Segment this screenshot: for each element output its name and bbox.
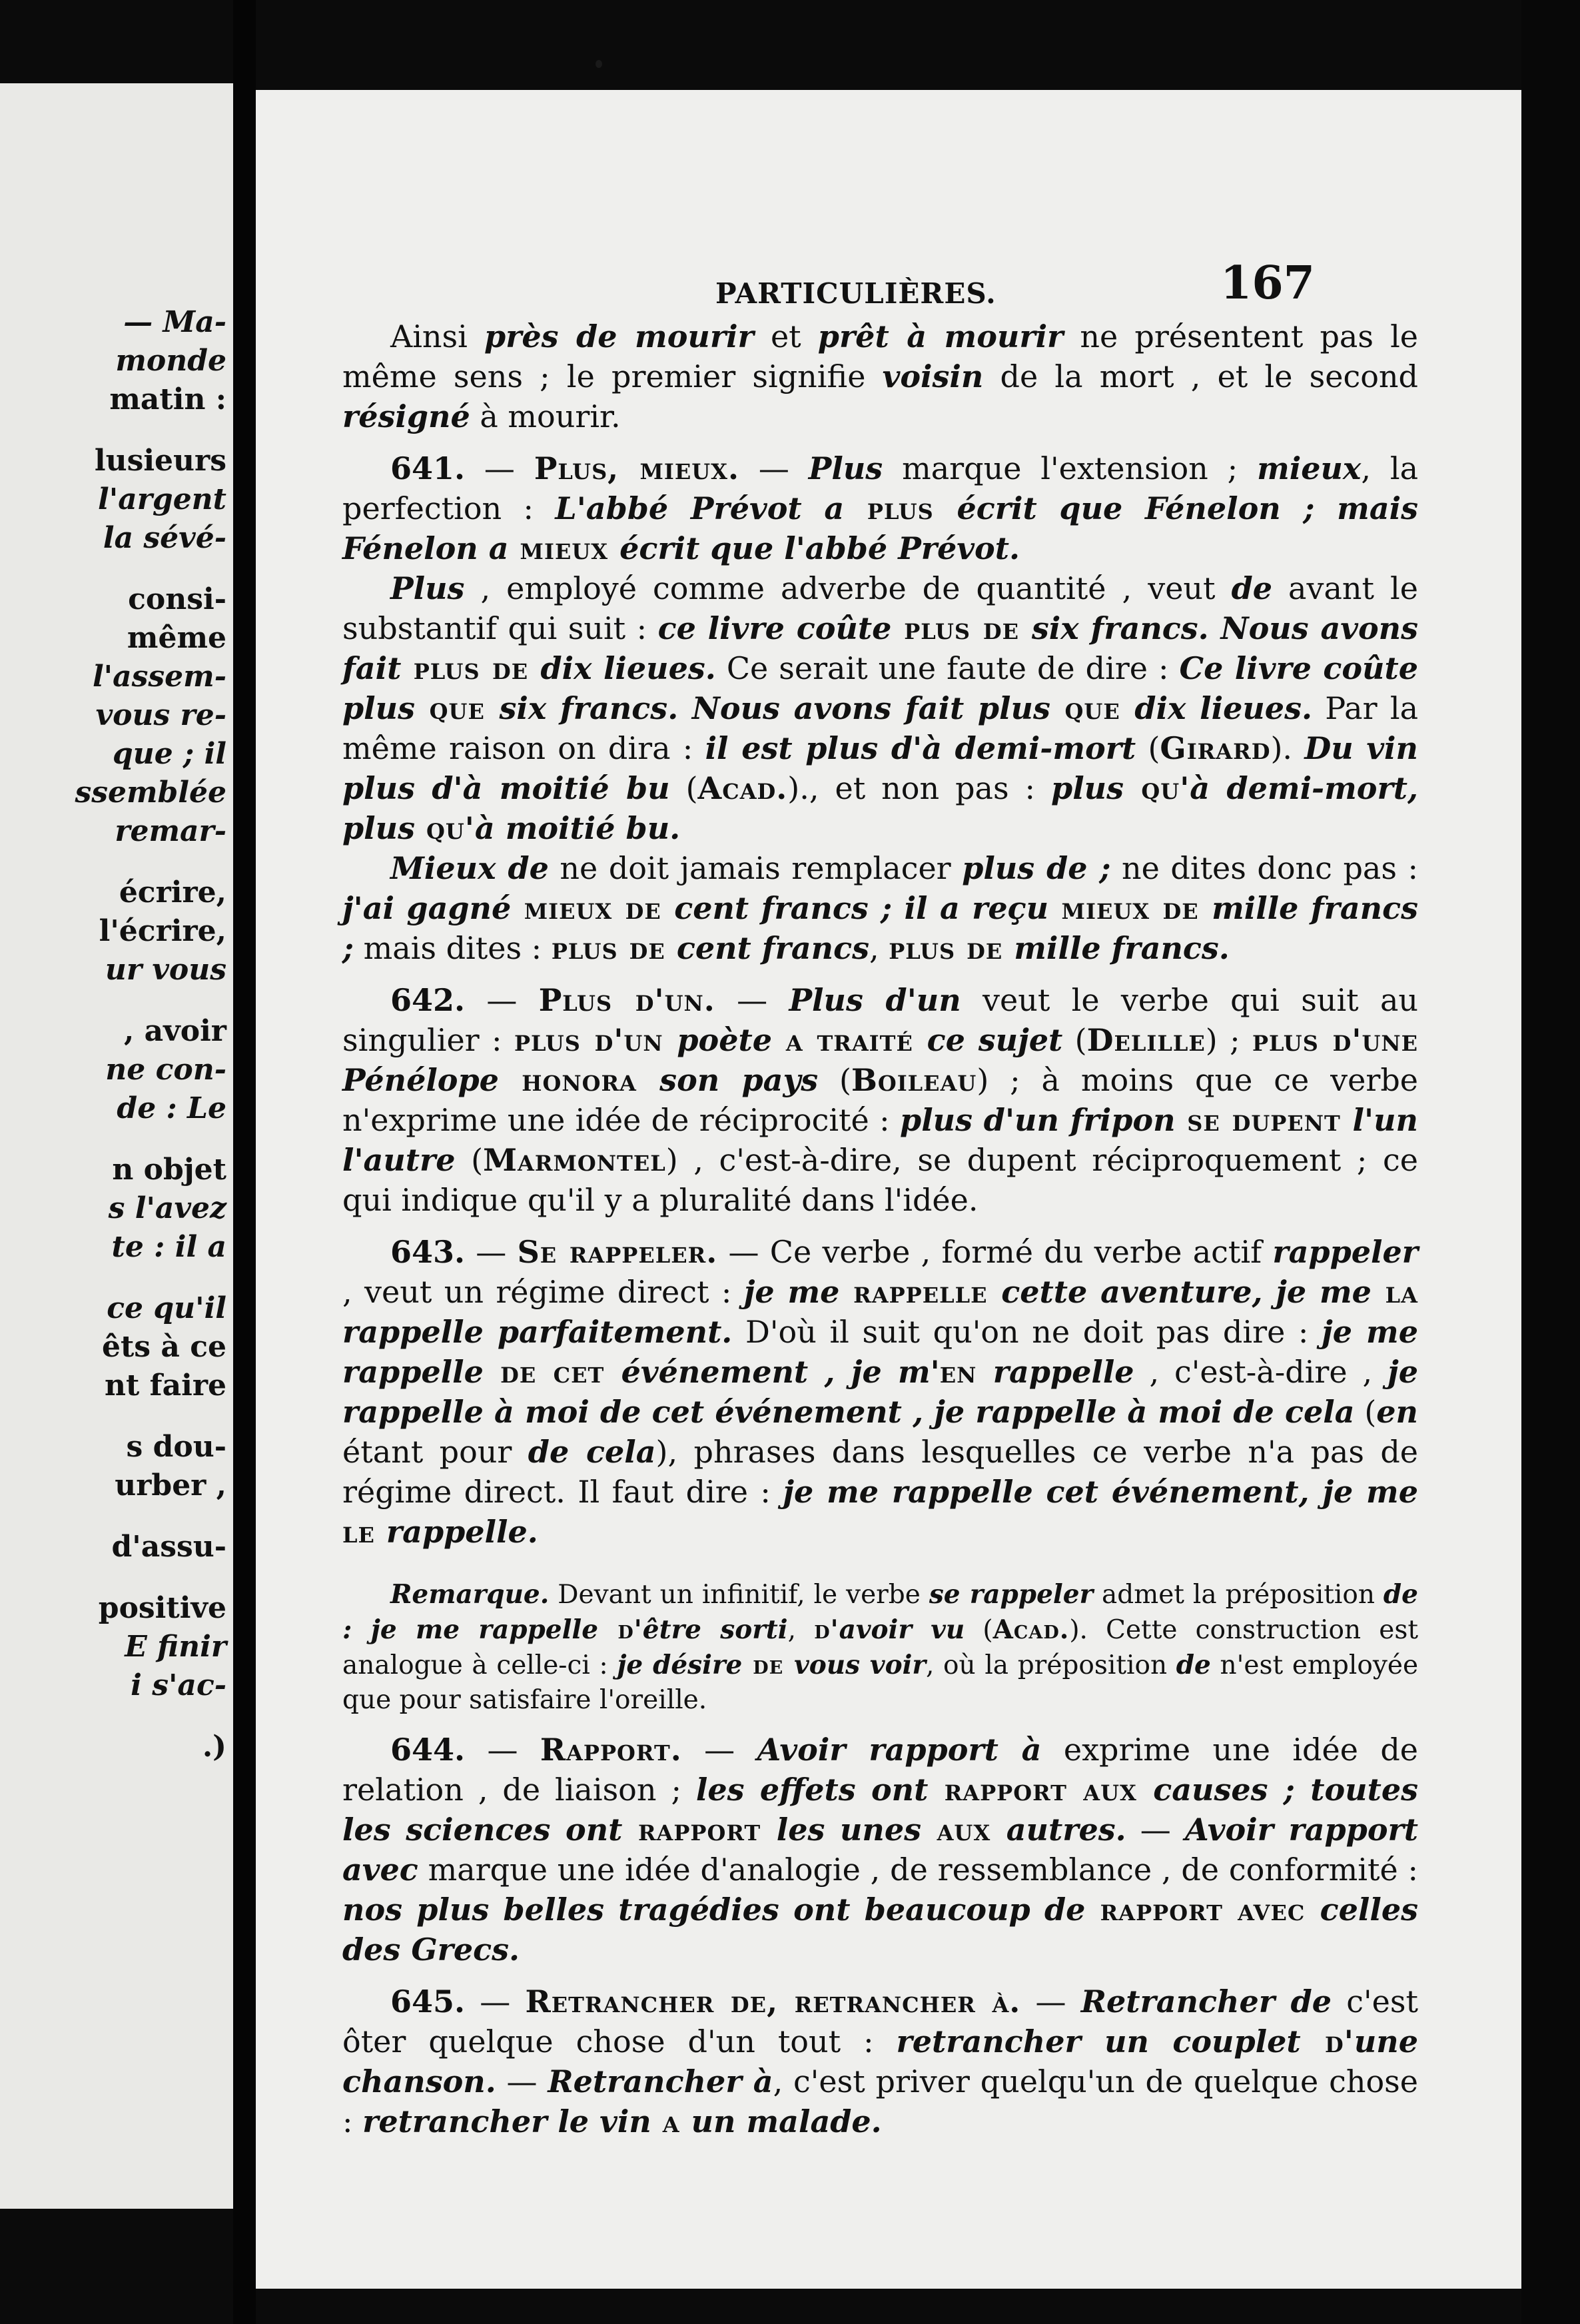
text: ).: [1270, 730, 1305, 766]
left-page-fragment: remar-: [115, 814, 226, 848]
italic-text: de cela: [528, 1434, 656, 1470]
citation-author: Acad.: [697, 770, 788, 806]
text: — Ce verbe , formé du verbe actif: [717, 1234, 1273, 1270]
left-page-fragment: n objet: [112, 1153, 226, 1187]
italic-text: ce livre coûte: [657, 610, 892, 646]
italic-text: rappelle parfaitement.: [342, 1314, 733, 1350]
italic-text: Ce livre coûte plus: [342, 650, 1418, 726]
text: (: [1136, 730, 1160, 766]
dust-speck: [595, 60, 602, 68]
italic-text: écrit que Fénelon ; mais Fénelon a: [342, 490, 1418, 566]
scan-border: [1521, 0, 1580, 2324]
text: ), phrases dans lesquelles ce verbe n'a pas de régime direct. Il faut dire :: [342, 1434, 1418, 1510]
page-text: [342, 316, 1418, 2141]
paragraph-641-plus: [342, 568, 1418, 848]
italic-text: se rappeler: [929, 1579, 1094, 1610]
italic-text: rappelle: [977, 1354, 1134, 1390]
small-caps-text: rapport avec: [1085, 1892, 1320, 1928]
text: )., et non pas :: [787, 770, 1052, 806]
left-page-fragment: que ; il: [112, 737, 226, 771]
small-caps-text: plus de: [891, 610, 1032, 646]
small-caps-text: que: [1050, 690, 1135, 726]
text: —: [681, 1732, 757, 1768]
small-caps-text: plus: [844, 490, 957, 526]
text: , veut un régime direct :: [342, 1274, 744, 1310]
text: , employé comme adverbe de quantité , veut: [464, 570, 1232, 606]
italic-text: vous voir: [794, 1650, 926, 1680]
italic-text: six francs. Nous avons fait: [342, 610, 1419, 686]
book-gutter: [233, 0, 256, 2324]
italic-text: Plus: [808, 450, 883, 486]
left-page-fragment: la sévé-: [103, 521, 226, 555]
section-645: [342, 1982, 1418, 2141]
citation-author: Girard: [1160, 730, 1271, 766]
text: Devant un infinitif, le verbe: [549, 1580, 929, 1610]
italic-text: celles des Grecs.: [342, 1892, 1418, 1968]
section-number: 643.: [390, 1234, 466, 1270]
small-caps-text: qu': [1124, 770, 1190, 806]
italic-text: L'abbé Prévot a: [555, 490, 845, 526]
italic-text: de: [1231, 570, 1273, 606]
italic-text: plus d'un fripon: [900, 1102, 1176, 1138]
left-page-fragment: .): [202, 1730, 226, 1764]
italic-text: dix lieues.: [540, 650, 716, 686]
text: —: [465, 982, 539, 1018]
italic-text: causes ; toutes les sciences ont: [342, 1772, 1418, 1848]
small-caps-text: plus de: [889, 930, 1014, 966]
italic-text: Retrancher à: [548, 2063, 773, 2099]
text: Ce serait une faute de dire :: [715, 650, 1180, 686]
left-page-fragment: même: [127, 621, 226, 655]
left-page-fragment: ssemblée: [75, 776, 226, 810]
italic-text: je désire: [617, 1650, 743, 1680]
italic-text: résigné: [342, 398, 470, 434]
left-page-fragment: ne con-: [105, 1053, 226, 1087]
left-page-fragment: d'assu-: [111, 1530, 226, 1564]
small-caps-text: la: [1371, 1274, 1419, 1310]
remark-label: Remarque.: [390, 1579, 550, 1610]
text: étant pour: [342, 1434, 528, 1470]
section-644: [342, 1730, 1418, 1970]
left-page-fragment: urber ,: [115, 1468, 226, 1502]
italic-text: l'un l'autre: [342, 1102, 1418, 1178]
section-number: 645.: [390, 1984, 466, 2020]
page-number: 167: [1220, 257, 1315, 310]
left-page-fragment: l'assem-: [92, 660, 226, 694]
text: —: [465, 1234, 518, 1270]
section-heading: Se rappeler.: [517, 1234, 718, 1270]
italic-text: cent francs: [676, 930, 869, 966]
italic-text: plus de ;: [962, 850, 1111, 886]
section-heading: Plus d'un.: [538, 982, 715, 1018]
italic-text: de : je me rappelle: [342, 1579, 1418, 1645]
citation-author: Boileau: [851, 1062, 977, 1098]
italic-text: rappelle.: [386, 1514, 538, 1550]
italic-text: cette aventure, je me: [1001, 1274, 1372, 1310]
italic-text: en: [1376, 1394, 1418, 1430]
text: c'est ôter quelque chose d'un tout :: [342, 1984, 1418, 2059]
small-caps-text: se dupent: [1175, 1102, 1353, 1138]
left-page-fragment: nt faire: [105, 1369, 226, 1403]
italic-text: une chanson.: [342, 2024, 1418, 2099]
italic-text: être sorti: [642, 1614, 788, 1645]
italic-text: mille francs ;: [342, 890, 1419, 966]
text: mais dites :: [353, 930, 552, 966]
small-caps-text: que: [414, 690, 500, 726]
left-page-fragment: êts à ce: [101, 1330, 226, 1364]
section-number: 641.: [390, 450, 466, 486]
small-caps-text: d': [598, 1614, 643, 1645]
text: et: [753, 318, 818, 354]
text: (: [1354, 1394, 1377, 1430]
text: ) , c'est-à-dire, se dupent réciproquement ; ce qui indique qu'il y a pluralité dans l'idée.: [342, 1142, 1418, 1218]
text: , la perfection :: [342, 450, 1419, 526]
italic-text: voisin: [882, 358, 984, 394]
text: exprime une idée de relation , de liaison ;: [342, 1732, 1418, 1808]
italic-text: dix lieues.: [1134, 690, 1312, 726]
italic-text: retrancher un couplet: [896, 2024, 1301, 2059]
section-643: [342, 1232, 1418, 1552]
left-page: [0, 83, 233, 2209]
small-caps-text: mieux de: [511, 890, 675, 926]
italic-text: j'ai gagné: [342, 890, 512, 926]
italic-text: les effets ont: [695, 1772, 929, 1808]
small-caps-text: de: [742, 1650, 795, 1680]
small-caps-text: plus d'une: [1252, 1022, 1418, 1058]
citation-author: Acad.: [992, 1614, 1070, 1645]
italic-text: Mieux de: [390, 850, 549, 886]
left-page-fragment: , avoir: [124, 1014, 226, 1048]
right-page: [256, 90, 1521, 2289]
italic-text: je me rappelle: [342, 1314, 1418, 1390]
text: n'est employée que pour satisfaire l'oreille.: [342, 1650, 1419, 1715]
italic-text: près de mourir: [484, 318, 754, 354]
section-number: 644.: [390, 1732, 466, 1768]
text: (: [965, 1615, 993, 1645]
small-caps-text: rapport aux: [928, 1772, 1154, 1808]
italic-text: Pénélope: [342, 1062, 499, 1098]
small-caps-text: plus de: [551, 930, 677, 966]
text: —: [715, 982, 789, 1018]
running-head: [256, 257, 1315, 310]
left-page-fragment: monde: [115, 344, 226, 378]
small-caps-text: plus d'un: [514, 1022, 677, 1058]
italic-text: à moitié bu.: [474, 810, 681, 846]
italic-text: nos plus belles tragédies ont beaucoup de: [342, 1892, 1086, 1928]
small-caps-text: rapport: [622, 1812, 777, 1848]
remark-note: [342, 1577, 1418, 1718]
text: D'où il suit qu'on ne doit pas dire :: [732, 1314, 1322, 1350]
left-page-fragment: de : Le: [117, 1091, 226, 1125]
text: Ainsi: [390, 318, 485, 354]
italic-text: événement , je m': [621, 1354, 940, 1390]
small-caps-text: de cet: [483, 1354, 621, 1390]
left-page-fragment: l'argent: [98, 482, 226, 516]
italic-text: Plus d'un: [789, 982, 961, 1018]
small-caps-text: plus de: [401, 650, 541, 686]
text: ne présentent pas le même sens ; le premier signifie: [342, 318, 1419, 394]
italic-text: son pays: [659, 1062, 819, 1098]
italic-text: plus: [1051, 770, 1124, 806]
italic-text: Avoir rapport à: [757, 1732, 1042, 1768]
italic-text: Du vin plus d'à moitié bu: [342, 730, 1418, 806]
left-page-fragment: i s'ac-: [131, 1668, 226, 1702]
text: avant le substantif qui suit :: [342, 570, 1418, 646]
italic-text: six francs. Nous avons fait plus: [499, 690, 1050, 726]
italic-text: Plus: [390, 570, 465, 606]
italic-text: écrit que l'abbé Prévot.: [619, 530, 1020, 566]
text: Par la même raison on dira :: [342, 690, 1419, 766]
left-page-fragment: ce qu'il: [107, 1291, 226, 1325]
text: , où la préposition: [925, 1650, 1176, 1680]
text: —: [1126, 1812, 1185, 1848]
text: admet la préposition: [1093, 1580, 1383, 1610]
small-caps-text: en: [939, 1354, 977, 1390]
paragraph-intro: [342, 316, 1418, 436]
left-page-fragment: matin :: [109, 382, 226, 416]
running-head-title: PARTICULIÈRES.: [715, 277, 996, 310]
text: à mourir.: [470, 398, 621, 434]
left-page-fragment: consi-: [128, 582, 226, 616]
left-page-fragment: vous re-: [95, 698, 226, 732]
text: , c'est priver quelqu'un de quelque chose :: [342, 2063, 1418, 2139]
small-caps-text: a: [651, 2103, 691, 2139]
italic-text: cent francs ; il a reçu: [674, 890, 1049, 926]
text: (: [669, 770, 698, 806]
italic-text: Retrancher de: [1080, 1984, 1332, 2020]
left-page-fragment: s l'avez: [108, 1191, 226, 1225]
text: —: [465, 1732, 540, 1768]
small-caps-text: d': [1300, 2024, 1354, 2059]
section-number: 642.: [390, 982, 466, 1018]
text: , c'est-à-dire ,: [1134, 1354, 1388, 1390]
section-heading: Plus, mieux.: [534, 450, 740, 486]
left-page-fragment: ur vous: [105, 953, 226, 987]
italic-text: un malade.: [691, 2103, 882, 2139]
small-caps-text: d': [814, 1614, 839, 1645]
citation-author: Delille: [1086, 1022, 1206, 1058]
text: —: [739, 450, 809, 486]
italic-text: poète: [677, 1022, 773, 1058]
text: ne dites donc pas :: [1110, 850, 1419, 886]
italic-text: autres.: [1006, 1812, 1126, 1848]
italic-text: ce sujet: [927, 1022, 1063, 1058]
left-page-fragment: positive: [98, 1591, 226, 1625]
italic-text: Avoir rapport avec: [342, 1812, 1419, 1888]
paragraph-641-mieux: [342, 848, 1418, 968]
text: —: [465, 450, 534, 486]
text: ) ;: [1205, 1022, 1252, 1058]
small-caps-text: honora: [498, 1062, 660, 1098]
text: ,: [869, 930, 889, 966]
small-caps-text: qu': [414, 810, 475, 846]
text: de la mort , et le second: [983, 358, 1418, 394]
text: ne doit jamais remplacer: [548, 850, 963, 886]
italic-text: rappeler: [1272, 1234, 1418, 1270]
text: —: [496, 2063, 548, 2099]
italic-text: avoir vu: [839, 1614, 965, 1645]
italic-text: mieux: [1257, 450, 1362, 486]
small-caps-text: mieux: [508, 530, 620, 566]
text: (: [1062, 1022, 1087, 1058]
section-heading: Rapport.: [540, 1732, 682, 1768]
citation-author: Marmontel: [483, 1142, 666, 1178]
text: ). Cette construction est analogue à celle-ci :: [342, 1615, 1419, 1680]
left-page-fragment: s dou-: [126, 1430, 226, 1464]
left-page-fragment: E finir: [125, 1630, 226, 1664]
text: (: [818, 1062, 851, 1098]
italic-text: je me: [743, 1274, 840, 1310]
small-caps-text: mieux de: [1048, 890, 1212, 926]
text: veut le verbe qui suit au singulier :: [342, 982, 1419, 1058]
small-caps-text: rappelle: [839, 1274, 1002, 1310]
small-caps-text: aux: [921, 1812, 1006, 1848]
section-641: [342, 448, 1418, 568]
italic-text: je rappelle à moi de cet événement , je rappelle à moi de cela: [342, 1354, 1418, 1430]
italic-text: les unes: [776, 1812, 922, 1848]
small-caps-text: a traité: [772, 1022, 927, 1058]
italic-text: à demi-mort, plus: [342, 770, 1418, 846]
left-page-fragment: lusieurs: [94, 444, 226, 478]
text: ,: [787, 1615, 815, 1645]
section-642: [342, 980, 1418, 1220]
text: (: [455, 1142, 484, 1178]
italic-text: retrancher le vin: [362, 2103, 651, 2139]
left-page-fragment: écrire,: [119, 875, 226, 909]
text: —: [1020, 1984, 1081, 2020]
italic-text: mille francs.: [1014, 930, 1230, 966]
italic-text: je me rappelle cet événement, je me: [783, 1474, 1418, 1510]
small-caps-text: le: [342, 1514, 386, 1550]
italic-text: il est plus d'à demi-mort: [705, 730, 1136, 766]
text: ) ; à moins que ce verbe n'exprime une idée de réciprocité :: [342, 1062, 1418, 1138]
italic-text: prêt à mourir: [817, 318, 1064, 354]
text: marque l'extension ;: [883, 450, 1258, 486]
text: —: [465, 1984, 526, 2020]
left-page-fragment: l'écrire,: [99, 914, 226, 948]
left-page-fragment: — Ma-: [123, 305, 226, 339]
left-page-fragments: [0, 303, 226, 1766]
left-page-fragment: te : il a: [111, 1230, 226, 1264]
text: marque une idée d'analogie , de ressemblance , de conformité :: [418, 1852, 1418, 1888]
section-heading: Retrancher de, retrancher à.: [525, 1984, 1021, 2020]
italic-text: de: [1176, 1650, 1211, 1680]
